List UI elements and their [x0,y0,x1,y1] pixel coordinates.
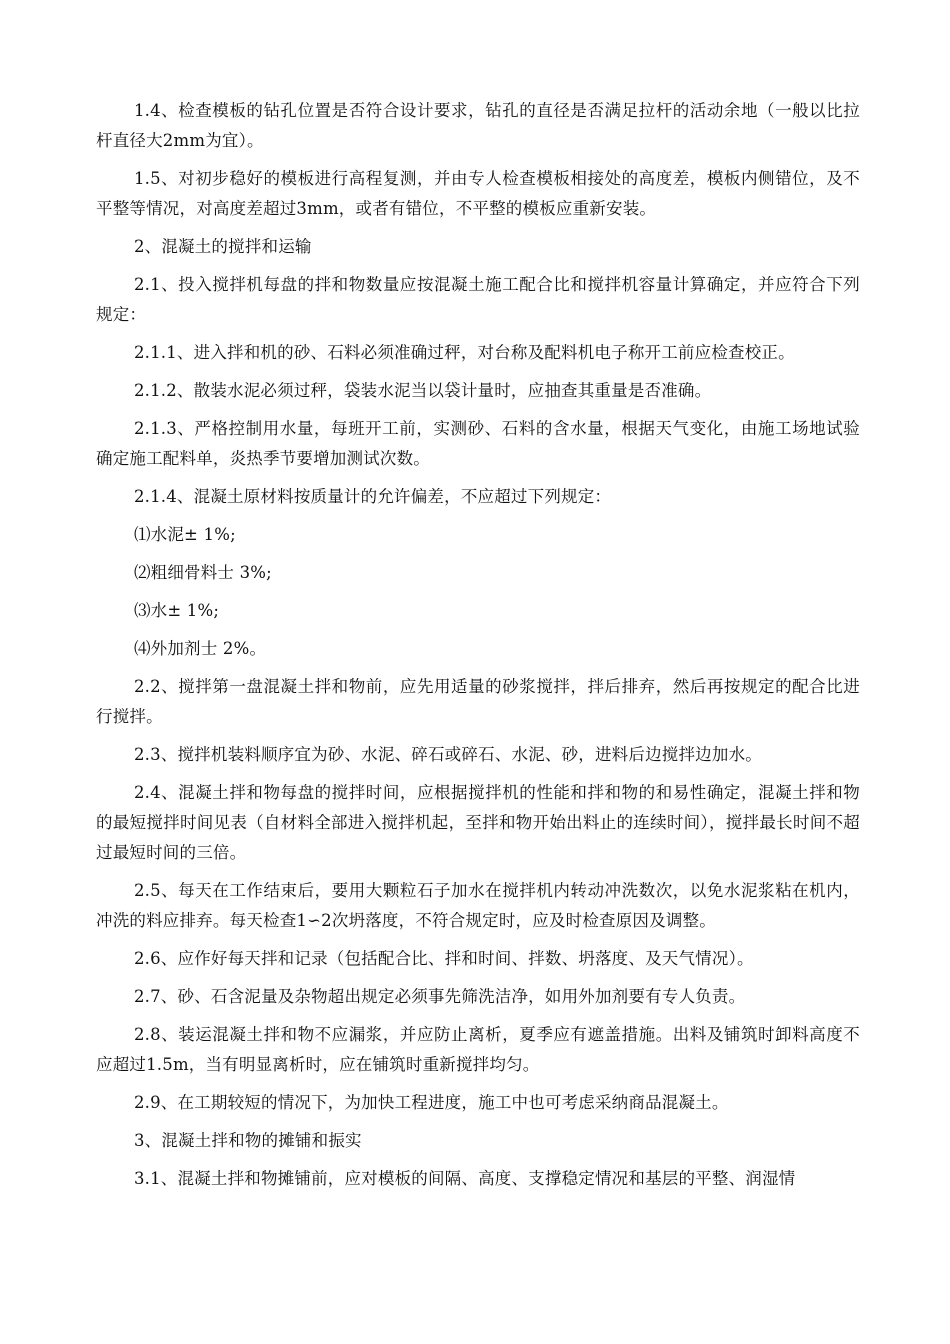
paragraph-1-4: 1.4、检查模板的钻孔位置是否符合设计要求，钻孔的直径是否满足拉杆的活动余地（一般以比拉杆直径大2mm为宜）。 [96,101,860,150]
paragraph-2-1-3: 2.1.3、严格控制用水量，每班开工前，实测砂、石料的含水量，根据天气变化，由施工场地试验确定施工配料单，炎热季节要增加测试次数。 [96,419,860,468]
paragraph-2-9: 2.9、在工期较短的情况下，为加快工程进度，施工中也可考虑采纳商品混凝土。 [133,1093,729,1112]
paragraph-2-6: 2.6、应作好每天拌和记录（包括配合比、拌和时间、拌数、坍落度、及天气情况）。 [133,949,754,968]
paragraph-2-2: 2.2、搅拌第一盘混凝土拌和物前，应先用适量的砂浆搅拌，拌后排弃，然后再按规定的配合比进行搅拌。 [96,677,860,726]
paragraph-2-5: 2.5、每天在工作结束后，要用大颗粒石子加水在搅拌机内转动冲洗数次，以免水泥浆粘在机内，冲洗的料应排弃。每天检查1∽2次坍落度，不符合规定时，应及时检查原因及调整。 [96,881,860,930]
list-item-water: ⑶水± 1%; [133,601,220,620]
section-heading-2: 2、混凝土的搅拌和运输 [133,237,312,256]
list-item-admixture: ⑷外加剂士 2%。 [133,639,267,658]
paragraph-2-3: 2.3、搅拌机装料顺序宜为砂、水泥、碎石或碎石、水泥、砂，进料后边搅拌边加水。 [133,745,762,764]
paragraph-3-1: 3.1、混凝土拌和物摊铺前，应对模板的间隔、高度、支撑稳定情况和基层的平整、润湿情 [133,1169,796,1188]
paragraph-2-1-2: 2.1.2、散装水泥必须过秤，袋装水泥当以袋计量时，应抽查其重量是否准确。 [133,381,712,400]
paragraph-2-8: 2.8、装运混凝土拌和物不应漏浆，并应防止离析，夏季应有遮盖措施。出料及铺筑时卸料高度不应超过1.5m，当有明显离析时，应在铺筑时重新搅拌均匀。 [96,1025,860,1074]
section-heading-3: 3、混凝土拌和物的摊铺和振实 [133,1131,362,1150]
paragraph-2-1-4: 2.1.4、混凝土原材料按质量计的允许偏差，不应超过下列规定： [133,487,612,506]
paragraph-2-1-1: 2.1.1、进入拌和机的砂、石料必须准确过秤，对台称及配料机电子称开工前应检查校正。 [133,343,795,362]
paragraph-1-5: 1.5、对初步稳好的模板进行高程复测，并由专人检查模板相接处的高度差，模板内侧错位，及不平整等情况，对高度差超过3mm，或者有错位，不平整的模板应重新安装。 [96,169,860,218]
paragraph-2-4: 2.4、混凝土拌和物每盘的搅拌时间，应根据搅拌机的性能和拌和物的和易性确定，混凝土拌和物的最短搅拌时间见表（自材料全部进入搅拌机起，至拌和物开始出料止的连续时间），搅拌最长时间不超过最短时间的三倍。 [96,783,860,862]
paragraph-2-7: 2.7、砂、石含泥量及杂物超出规定必须事先筛洗洁净，如用外加剂要有专人负责。 [133,987,746,1006]
paragraph-2-1: 2.1、投入搅拌机每盘的拌和物数量应按混凝土施工配合比和搅拌机容量计算确定，并应符合下列规定： [96,275,860,324]
list-item-aggregate: ⑵粗细骨料士 3%; [133,563,272,582]
document-body [96,96,860,1202]
list-item-cement: ⑴水泥± 1%; [133,525,236,544]
